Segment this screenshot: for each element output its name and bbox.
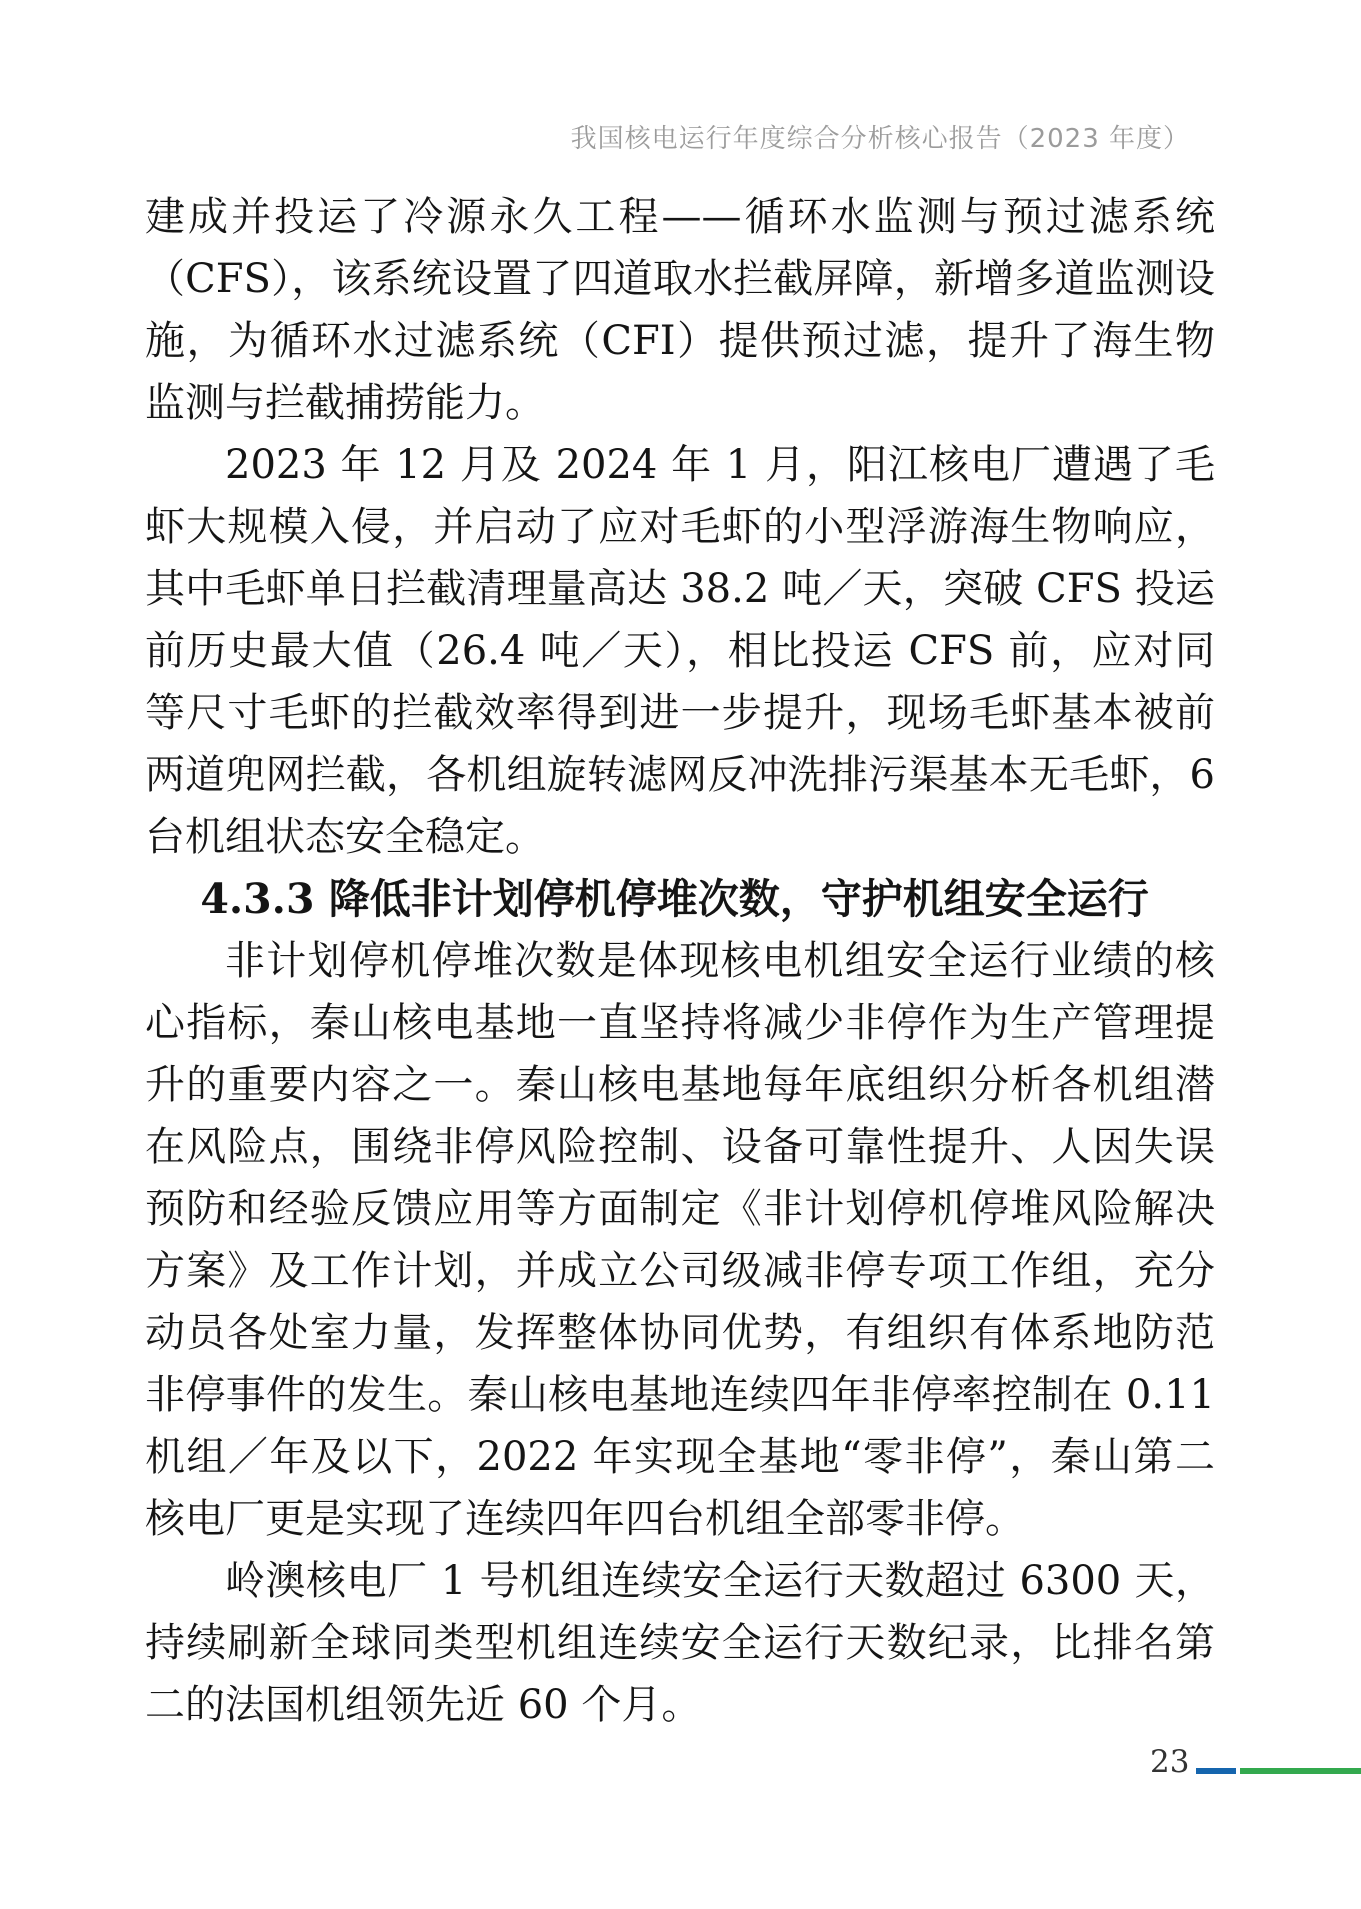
section-heading-4-3-3: 4.3.3 降低非计划停机停堆次数，守护机组安全运行 [200,875,1149,923]
page-number: 23 [1150,1744,1190,1780]
paragraph-cfs-continuation: 建成并投运了冷源永久工程——循环水监测与预过滤系统（CFS），该系统设置了四道取水拦截屏障，新增多道监测设施，为循环水过滤系统（CFI）提供预过滤，提升了海生物监测与拦截捕捞能力。 [145,194,1215,426]
paragraph-qinshan-unplanned-trips: 非计划停机停堆次数是体现核电机组安全运行业绩的核心指标，秦山核电基地一直坚持将减少非停作为生产管理提升的重要内容之一。秦山核电基地每年底组织分析各机组潜在风险点，围绕非停风险控制、设备可靠性提升、人因失误预防和经验反馈应用等方面制定《非计划停机停堆风险解决方案》及工作计划，并成立公司级减非停专项工作组，充分动员各处室力量，发挥整体协同优势，有组织有体系地防范非停事件的发生。秦山核电基地连续四年非停率控制在 0.11 机组／年及以下，2022 年实现全基地“零非停”，秦山第二核电厂更是实现了连续四年四台机组全部零非停。 [145,938,1215,1542]
document-body [145,186,1215,1736]
footer-rule-green [1240,1768,1361,1774]
footer-rule-blue [1196,1768,1236,1774]
paragraph-lingao-safe-operation-record: 岭澳核电厂 1 号机组连续安全运行天数超过 6300 天，持续刷新全球同类型机组连续安全运行天数纪录，比排名第二的法国机组领先近 60 个月。 [145,1558,1215,1728]
paragraph-yangjiang-shrimp-event: 2023 年 12 月及 2024 年 1 月，阳江核电厂遭遇了毛虾大规模入侵，并启动了应对毛虾的小型浮游海生物响应，其中毛虾单日拦截清理量高达 38.2 吨／天，突破 CFS 投运前历史最大值（26.4 吨／天），相比投运 CFS 前，应对同等尺寸毛虾的拦截效率得到进一步提升，现场毛虾基本被前两道兜网拦截，各机组旋转滤网反冲洗排污渠基本无毛虾，6 台机组状态安全稳定。 [145,442,1215,860]
page-header-title: 我国核电运行年度综合分析核心报告（2023 年度） [570,124,1190,154]
